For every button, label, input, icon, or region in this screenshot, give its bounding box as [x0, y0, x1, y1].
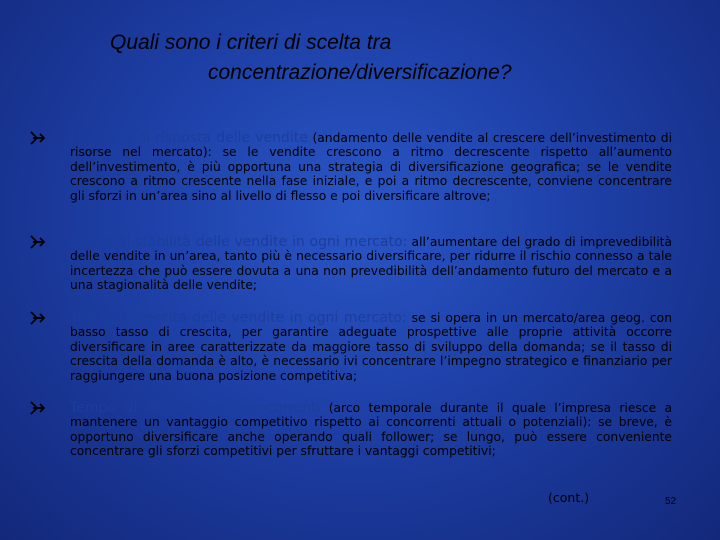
bullet-body: (arco temporale durante il quale l’impresa riesce a mantenere un vantaggio competitivo rispetto ai concorrenti attuali o potenziali): se breve, è opportuno diversificare anche operando quali follower; se lungo, può essere conveniente concentrare gli sforzi competitivi per sfruttare i vantaggi competitivi;	[70, 401, 672, 459]
bullet-item	[30, 401, 672, 459]
bullet-text	[70, 131, 672, 203]
slide-title-line2: concentrazione/diversificazione?	[208, 61, 512, 84]
bullet-body: se si opera in un mercato/area geog. con basso tasso di crescita, per garantire adeguate prospettive alle proprie attività occorre diversificare in aree caratterizzate da maggiore tasso di sviluppo della domanda; se il tasso di crescita della domanda è alto, è necessario ivi concentrare l’impegno strategico e finanziario per raggiungere una buona posizione competitiva;	[70, 311, 672, 383]
bullet-text	[70, 235, 672, 293]
bullet-heading: Tasso di crescita delle vendite in ogni mercato:	[70, 310, 407, 326]
bullet-heading: Funzione di risposta delle vendite	[70, 130, 308, 146]
arrow-bullet-icon	[30, 401, 46, 415]
bullet-heading: Grado di stabilità delle vendite in ogni mercato:	[70, 234, 408, 250]
arrow-bullet-icon	[30, 235, 46, 249]
arrow-bullet-icon	[30, 131, 46, 145]
slide-title	[0, 28, 720, 88]
arrow-bullet-icon	[30, 311, 46, 325]
bullet-item	[30, 311, 672, 383]
page-number: 52	[665, 496, 677, 507]
bullet-body: (andamento delle vendite al crescere dell’investimento di risorse nel mercato): se le vendite crescono a ritmo decrescente rispetto all’aumento dell’investimento, è più opportuna una strategia di diversificazione geografica; se le vendite crescono a ritmo crescente nella fase iniziale, e poi a ritmo decrescente, conviene concentrare gli sforzi in un’area sino al livello di flesso e poi diversificare altrove;	[70, 131, 672, 203]
bullet-item	[30, 131, 672, 203]
continued-label: (cont.)	[548, 490, 590, 505]
bullet-text	[70, 401, 672, 459]
slide-title-line1: Quali sono i criteri di scelta tra	[110, 31, 392, 54]
bullet-heading: Tempo di risposta dei concorrenti	[70, 400, 321, 416]
bullet-item	[30, 235, 672, 293]
bullet-text	[70, 311, 672, 383]
bullet-body: all’aumentare del grado di imprevedibilità delle vendite in un’area, tanto più è necessario diversificare, per ridurre il rischio connesso a tale incertezza che può essere dovuta a una non prevedibilità dell’andamento futuro del mercato e a una stagionalità delle vendite;	[70, 235, 672, 293]
